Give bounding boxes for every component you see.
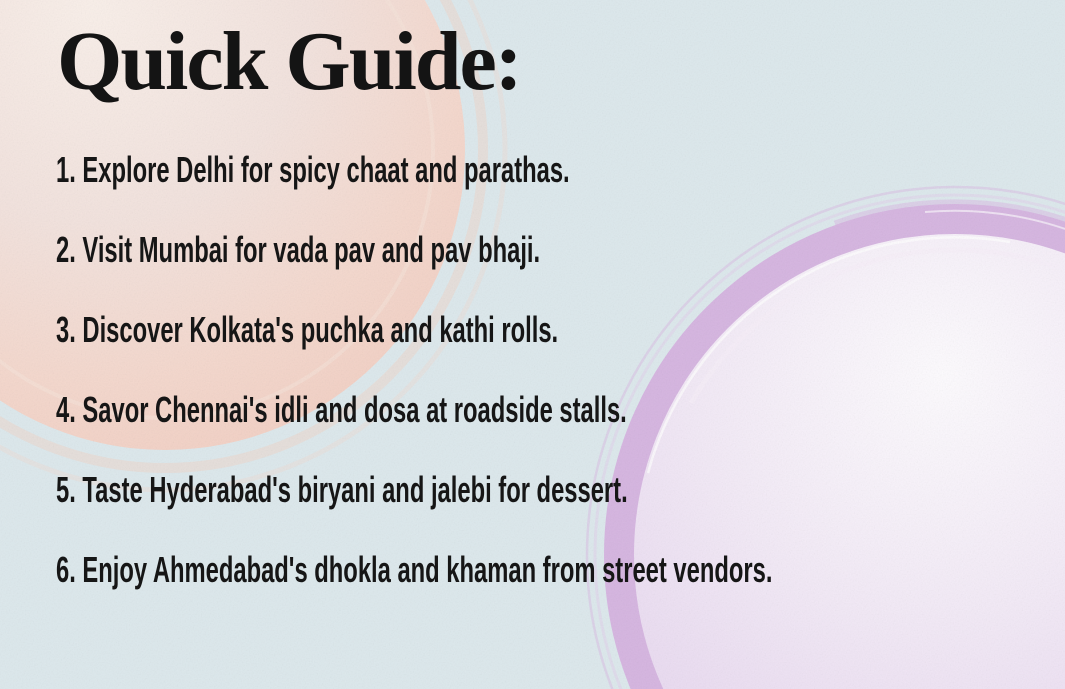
guide-item-3 xyxy=(56,310,817,350)
guide-item-2 xyxy=(56,230,790,270)
page-title: Quick Guide: xyxy=(57,15,521,108)
guide-item-text: 3. Discover Kolkata's puchka and kathi rolls. xyxy=(56,309,559,350)
guide-item-text: 2. Visit Mumbai for vada pav and pav bhaji. xyxy=(56,229,541,270)
guide-item-text: 4. Savor Chennai's idli and dosa at roadside stalls. xyxy=(56,389,627,430)
guide-item-4 xyxy=(56,390,921,430)
guide-item-1 xyxy=(56,150,834,190)
guide-item-text: 6. Enjoy Ahmedabad's dhokla and khaman from street vendors. xyxy=(56,549,773,590)
guide-item-text: 5. Taste Hyderabad's biryani and jalebi for dessert. xyxy=(56,469,628,510)
guide-item-5 xyxy=(56,470,922,510)
guide-item-text: 1. Explore Delhi for spicy chaat and parathas. xyxy=(56,149,570,190)
guide-item-6 xyxy=(56,550,1065,590)
